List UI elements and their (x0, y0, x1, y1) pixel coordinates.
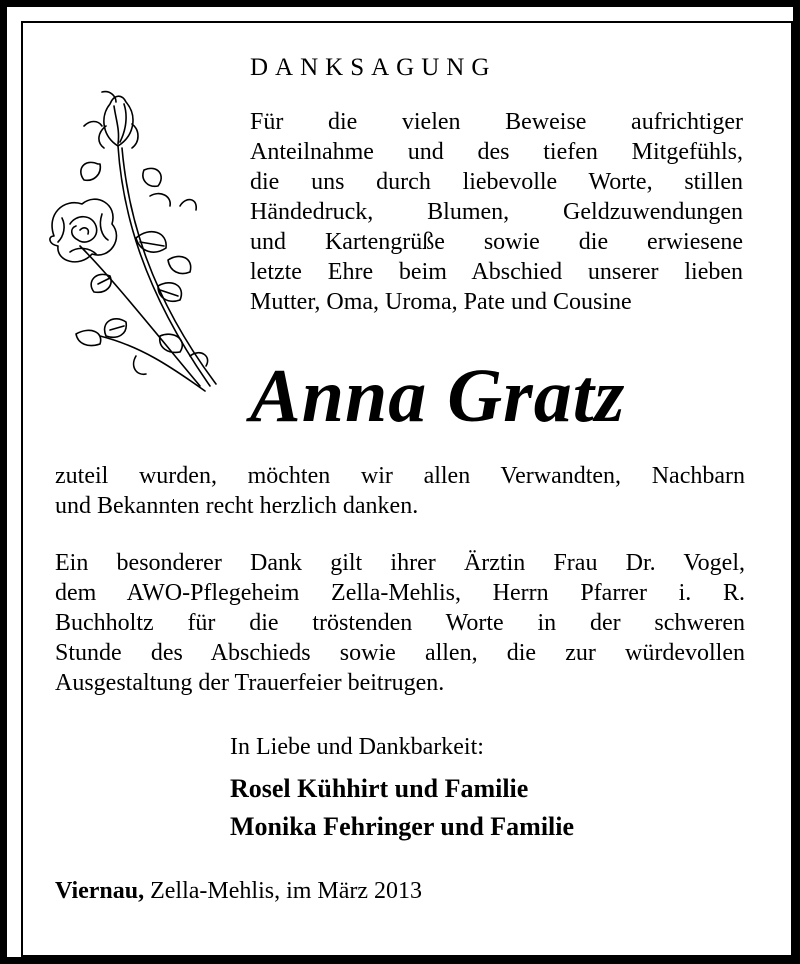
heading-danksagung: DANKSAGUNG (250, 54, 497, 81)
intro-text (250, 107, 743, 317)
paragraph-line: und Bekannten recht herzlich danken. (55, 493, 419, 519)
intro-line: die uns durch liebevolle Worte, stillen (250, 169, 743, 195)
paragraph-line: dem AWO-Pflegeheim Zella-Mehlis, Herrn Pfarrer i. R. (55, 580, 745, 606)
intro-line: Händedruck, Blumen, Geldzuwendungen (250, 199, 743, 225)
intro-line: Anteilnahme und des tiefen Mitgefühls, (250, 139, 743, 165)
place-date-rest: Zella-Mehlis, im März 2013 (144, 878, 423, 904)
intro-line: letzte Ehre beim Abschied unserer lieben (250, 259, 743, 285)
paragraph-line: Ein besonderer Dank gilt ihrer Ärztin Frau Dr. Vogel, (55, 550, 745, 576)
thanks-paragraph-1 (55, 461, 745, 521)
intro-line: Mutter, Oma, Uroma, Pate und Cousine (250, 289, 632, 315)
deceased-name: Anna Gratz (250, 354, 626, 438)
place-bold: Viernau, (55, 878, 145, 904)
thanks-paragraph-2 (55, 548, 745, 698)
paragraph-line: Buchholtz für die tröstenden Worte in der schweren (55, 610, 745, 636)
closing-text: In Liebe und Dankbarkeit: (230, 734, 484, 760)
paragraph-line: Stunde des Abschieds sowie allen, die zur würdevollen (55, 640, 745, 666)
family-signature: Rosel Kühhirt und Familie (230, 774, 529, 803)
intro-line: und Kartengrüße sowie die erwiesene (250, 229, 743, 255)
paragraph-line: Ausgestaltung der Trauerfeier beitrugen. (55, 670, 445, 696)
place-date-line (55, 878, 422, 905)
paragraph-line: zuteil wurden, möchten wir allen Verwandten, Nachbarn (55, 463, 745, 489)
family-signature: Monika Fehringer und Familie (230, 812, 575, 841)
intro-line: Für die vielen Beweise aufrichtiger (250, 109, 743, 135)
rose-icon (40, 86, 230, 396)
